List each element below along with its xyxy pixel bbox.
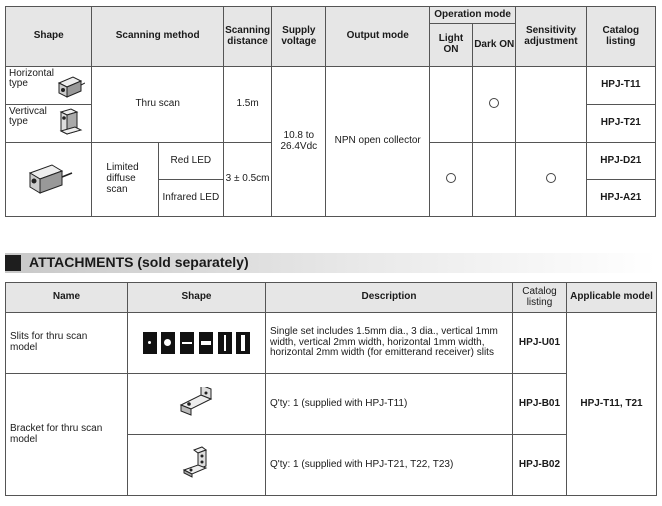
catalog-hpj-t21: HPJ-T21 [586, 105, 655, 143]
banner-square-icon [5, 255, 21, 271]
header-scanning-method: Scanning method [92, 7, 224, 67]
att-row-bracket-b01-description: Q'ty: 1 (supplied with HPJ-T11) [266, 374, 513, 435]
attachments-subtitle: (sold separately) [137, 254, 249, 270]
att-row-bracket-b01-shape [128, 374, 266, 435]
slit-horizontal-wide-icon [199, 332, 213, 354]
att-header-applicable: Applicable model [567, 283, 657, 313]
att-header-shape: Shape [128, 283, 266, 313]
header-light-on: Light ON [429, 24, 472, 67]
spec-table [5, 6, 656, 217]
thru-dark-on-cell [473, 67, 516, 143]
slit-dot-large-icon [161, 332, 175, 354]
att-row-bracket-b01-catalog: HPJ-B01 [513, 374, 567, 435]
att-row-slits-description: Single set includes 1.5mm dia., 3 dia., vertical 1mm width, vertical 2mm width, horizontal 1mm width, horizontal 2mm width (for emitterand receiver) slits [266, 313, 513, 374]
att-row-bracket-b02-description: Q'ty: 1 (supplied with HPJ-T21, T22, T23) [266, 435, 513, 496]
vertical-sensor-icon [55, 108, 85, 140]
header-scanning-distance: Scanning distance [223, 7, 271, 67]
attachments-table [5, 282, 657, 496]
header-catalog-listing: Catalog listing [586, 7, 655, 67]
att-header-description: Description [266, 283, 513, 313]
thru-scan-cell: Thru scan [92, 67, 224, 143]
dark-on-circle-icon [489, 98, 499, 108]
slit-horizontal-thin-icon [180, 332, 194, 354]
header-output-mode: Output mode [326, 7, 429, 67]
att-header-catalog: Catalog listing [513, 283, 567, 313]
slit-vertical-wide-icon [236, 332, 250, 354]
diffuse-light-on-cell [429, 143, 472, 217]
slits-name-text: Slits for thru scan model [10, 331, 88, 353]
catalog-hpj-d21: HPJ-D21 [586, 143, 655, 180]
bracket-flat-icon [177, 387, 217, 417]
att-row-bracket-b02-shape [128, 435, 266, 496]
thru-sensitivity-cell [516, 67, 586, 143]
header-dark-on: Dark ON [473, 24, 516, 67]
slit-dot-small-icon [143, 332, 157, 354]
bracket-angle-icon [180, 446, 214, 480]
diffuse-sensor-icon [24, 159, 74, 197]
red-led-cell: Red LED [158, 143, 223, 180]
supply-voltage-cell: 10.8 to 26.4Vdc [272, 67, 326, 217]
output-mode-cell: NPN open collector [326, 67, 429, 217]
attachments-heading [29, 254, 249, 270]
catalog-hpj-a21: HPJ-A21 [586, 180, 655, 217]
limited-diffuse-text: Limited diffuse scan [106, 162, 139, 195]
shape-diffuse-sensor [6, 143, 92, 217]
att-row-slits-name [6, 313, 128, 374]
diffuse-sensitivity-cell [516, 143, 586, 217]
limited-diffuse-label [92, 143, 158, 217]
infrared-led-cell: Infrared LED [158, 180, 223, 217]
header-supply-voltage: Supply voltage [272, 7, 326, 67]
horizontal-type-label: Horizontal type [9, 68, 55, 89]
vertical-type-label: Vertivcal type [9, 106, 47, 127]
shape-horizontal-type [6, 67, 92, 105]
diffuse-dark-on-cell [473, 143, 516, 217]
horizontal-sensor-icon [55, 73, 85, 99]
catalog-hpj-t11: HPJ-T11 [586, 67, 655, 105]
header-shape: Shape [6, 7, 92, 67]
att-row-bracket-name [6, 374, 128, 496]
shape-vertical-type [6, 105, 92, 143]
light-on-circle-icon [446, 173, 456, 183]
sensitivity-circle-icon [546, 173, 556, 183]
thru-scan-distance: 1.5m [223, 67, 271, 143]
bracket-name-text: Bracket for thru scan model [10, 422, 103, 445]
attachments-banner [5, 253, 656, 273]
att-row-slits-catalog: HPJ-U01 [513, 313, 567, 374]
att-header-name: Name [6, 283, 128, 313]
att-row-bracket-b02-catalog: HPJ-B02 [513, 435, 567, 496]
diffuse-distance: 3 ± 0.5cm [223, 143, 271, 217]
attachments-title: ATTACHMENTS [29, 254, 134, 270]
slit-vertical-thin-icon [218, 332, 232, 354]
applicable-model-cell: HPJ-T11, T21 [567, 313, 657, 496]
att-row-slits-shape [128, 313, 266, 374]
header-sensitivity-adjustment: Sensitivity adjustment [516, 7, 586, 67]
thru-light-on-cell [429, 67, 472, 143]
header-operation-mode: Operation mode [429, 7, 515, 24]
